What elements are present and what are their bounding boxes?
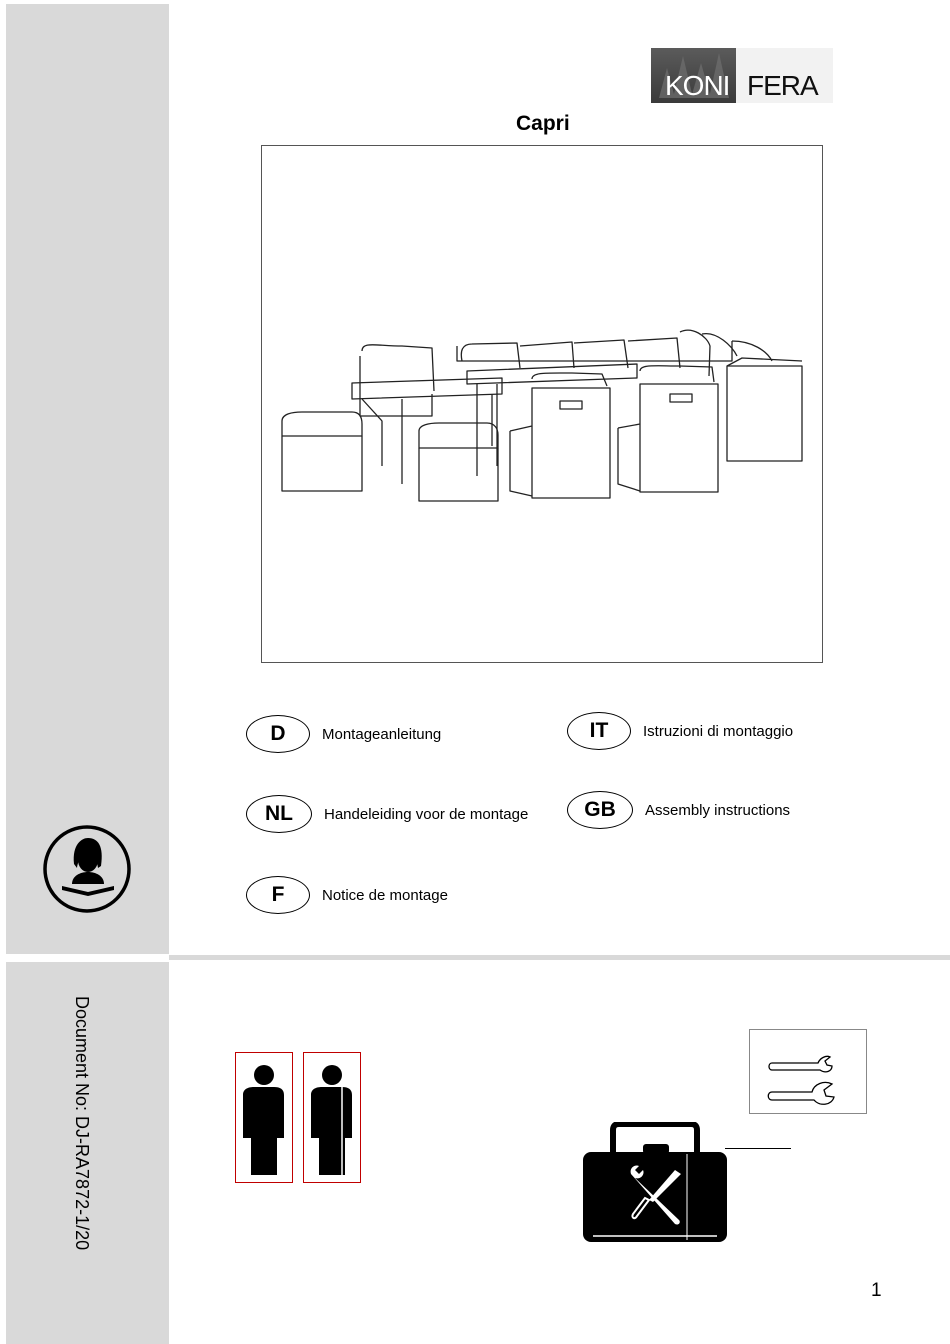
- language-label: Handeleiding voor de montage: [324, 805, 529, 823]
- brand-name-left: KONI: [665, 70, 730, 101]
- section-divider: [169, 955, 950, 960]
- language-label: Notice de montage: [322, 886, 448, 904]
- document-number-text: Document No: DJ-RA7872-1/20: [72, 996, 92, 1251]
- person-1-icon: [235, 1052, 293, 1183]
- page-number: 1: [871, 1280, 882, 1301]
- product-illustration-frame: [261, 145, 823, 663]
- tools-box: [749, 1029, 867, 1114]
- left-sidebar-top: [6, 4, 169, 954]
- toolbox-label-line: [725, 1148, 791, 1149]
- toolbox-icon: [583, 1122, 727, 1244]
- language-label: Assembly instructions: [645, 801, 791, 819]
- language-code-badge: F: [246, 876, 310, 914]
- language-row-d: [246, 715, 441, 753]
- language-row-it: [567, 712, 793, 750]
- language-code-badge: D: [246, 715, 310, 753]
- document-number: [68, 996, 98, 1276]
- brand-logo: [651, 48, 833, 103]
- person-2-icon: [303, 1052, 361, 1183]
- reader-book-icon: [42, 824, 132, 914]
- language-code-badge: NL: [246, 795, 312, 833]
- language-row-nl: [246, 795, 528, 833]
- brand-name-right: FERA: [747, 70, 818, 101]
- product-title: Capri: [516, 112, 570, 135]
- language-row-gb: [567, 791, 790, 829]
- language-code-badge: IT: [567, 712, 631, 750]
- language-code-badge: GB: [567, 791, 633, 829]
- furniture-set-illustration: [262, 146, 822, 662]
- language-label: Montageanleitung: [322, 725, 442, 743]
- language-row-f: [246, 876, 448, 914]
- wrench-icon: [750, 1030, 866, 1113]
- language-label: Istruzioni di montaggio: [643, 722, 794, 740]
